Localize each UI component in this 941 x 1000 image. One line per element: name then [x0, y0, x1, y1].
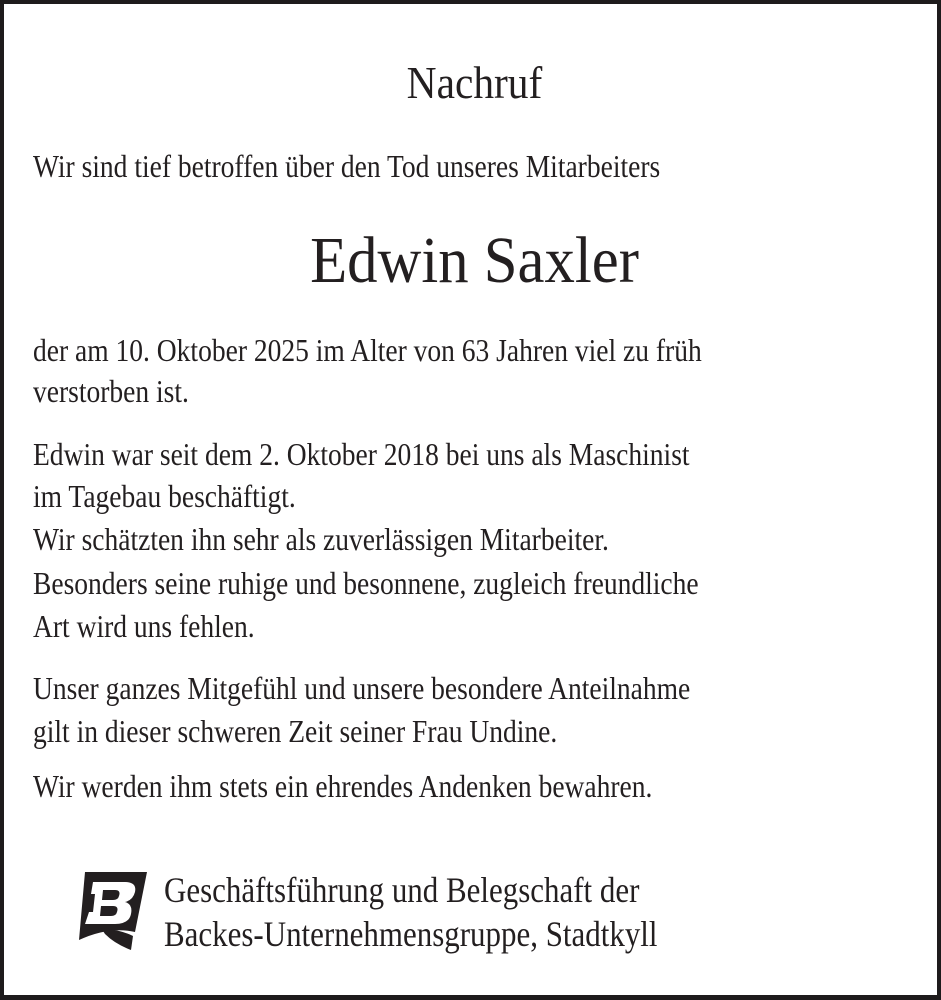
paragraph-2-line-5: Art wird uns fehlen.	[33, 608, 255, 644]
paragraph-3-line-1: Unser ganzes Mitgefühl und unsere besondere Anteilnahme	[33, 670, 691, 706]
paragraph-3-line-2: gilt in dieser schweren Zeit seiner Frau Undine.	[33, 713, 558, 749]
backes-b-logo-icon	[71, 870, 147, 950]
paragraph-2-line-3: Wir schätzten ihn sehr als zuverlässigen Mitarbeiter.	[33, 521, 609, 557]
signature-line-2: Backes-Unternehmensgruppe, Stadtkyll	[164, 914, 658, 954]
intro-text: Wir sind tief betroffen über den Tod unseres Mitarbeiters	[33, 148, 661, 184]
paragraph-1-line-2: verstorben ist.	[33, 373, 189, 409]
paragraph-2-line-2: im Tagebau beschäftigt.	[33, 478, 296, 514]
paragraph-2-line-1: Edwin war seit dem 2. Oktober 2018 bei uns als Maschinist	[33, 436, 690, 472]
notice-title: Nachruf	[406, 57, 543, 108]
signature-line-1: Geschäftsführung und Belegschaft der	[164, 870, 640, 910]
paragraph-4-line-1: Wir werden ihm stets ein ehrendes Andenken bewahren.	[33, 768, 653, 804]
deceased-name: Edwin Saxler	[310, 224, 639, 297]
paragraph-2-line-4: Besonders seine ruhige und besonnene, zugleich freundliche	[33, 565, 699, 601]
paragraph-1-line-1: der am 10. Oktober 2025 im Alter von 63 Jahren viel zu früh	[33, 332, 702, 368]
